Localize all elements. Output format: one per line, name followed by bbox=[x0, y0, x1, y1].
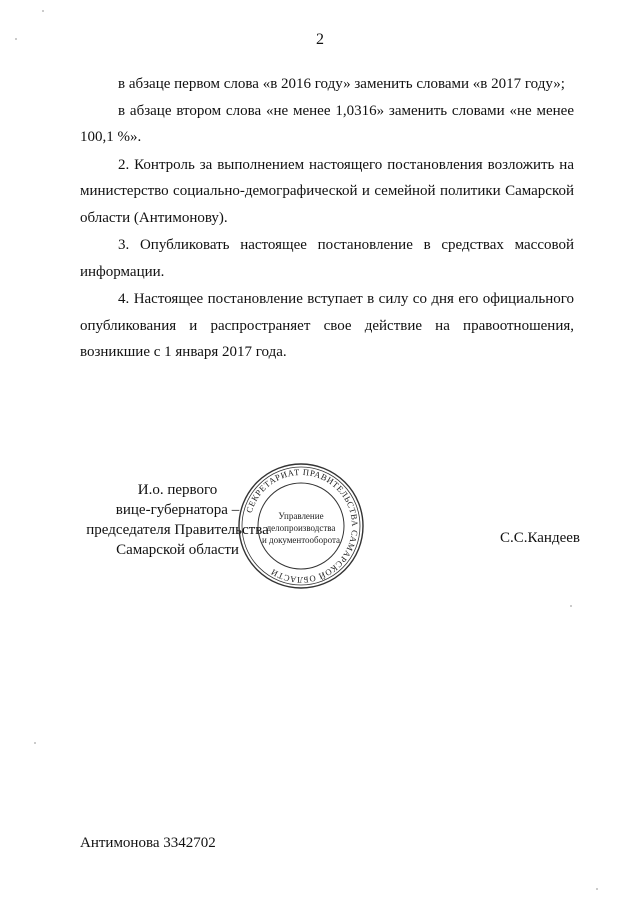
position-line: Самарской области bbox=[116, 542, 239, 558]
paragraph-item-4: 4. Настоящее постановление вступает в силу со дня его официального опубликования и распространяет свое действие на правоотношения, возникшие с 1 января 2017 года. bbox=[80, 291, 574, 360]
paragraph-item-3: 3. Опубликовать настоящее постановление в средствах массовой информации. bbox=[80, 237, 574, 280]
scan-speck bbox=[570, 605, 572, 607]
page-number: 2 bbox=[316, 31, 324, 48]
official-stamp bbox=[237, 462, 365, 590]
scan-speck bbox=[596, 888, 598, 890]
paragraph-amend-2: в абзаце втором слова «не менее 1,0316» заменить словами «не менее 100,1 %». bbox=[80, 102, 574, 145]
executor-info: Антимонова 3342702 bbox=[80, 835, 216, 851]
position-line: председателя Правительства bbox=[86, 522, 269, 538]
stamp-seal-icon bbox=[237, 462, 365, 590]
document-body bbox=[80, 71, 574, 366]
stamp-center-line: делопроизводства bbox=[266, 523, 336, 533]
position-line: вице-губернатора – bbox=[115, 502, 240, 518]
scan-speck bbox=[34, 742, 36, 744]
scan-speck bbox=[15, 38, 17, 40]
stamp-center-line: и документооборота bbox=[261, 535, 341, 545]
stamp-center-line: Управление bbox=[278, 511, 324, 521]
position-line: И.о. первого bbox=[137, 482, 218, 498]
stamp-ring-text: СЕКРЕТАРИАТ ПРАВИТЕЛЬСТВА САМАРСКОЙ ОБЛАСТИ bbox=[243, 466, 361, 586]
paragraph-item-2: 2. Контроль за выполнением настоящего постановления возложить на министерство социально-демографической и семейной политики Самарской области (Антимонову). bbox=[80, 156, 574, 226]
paragraph-amend-1: в абзаце первом слова «в 2016 году» заменить словами «в 2017 году»; bbox=[118, 76, 565, 92]
scan-speck bbox=[42, 10, 44, 12]
signatory-name: С.С.Кандеев bbox=[499, 530, 580, 546]
